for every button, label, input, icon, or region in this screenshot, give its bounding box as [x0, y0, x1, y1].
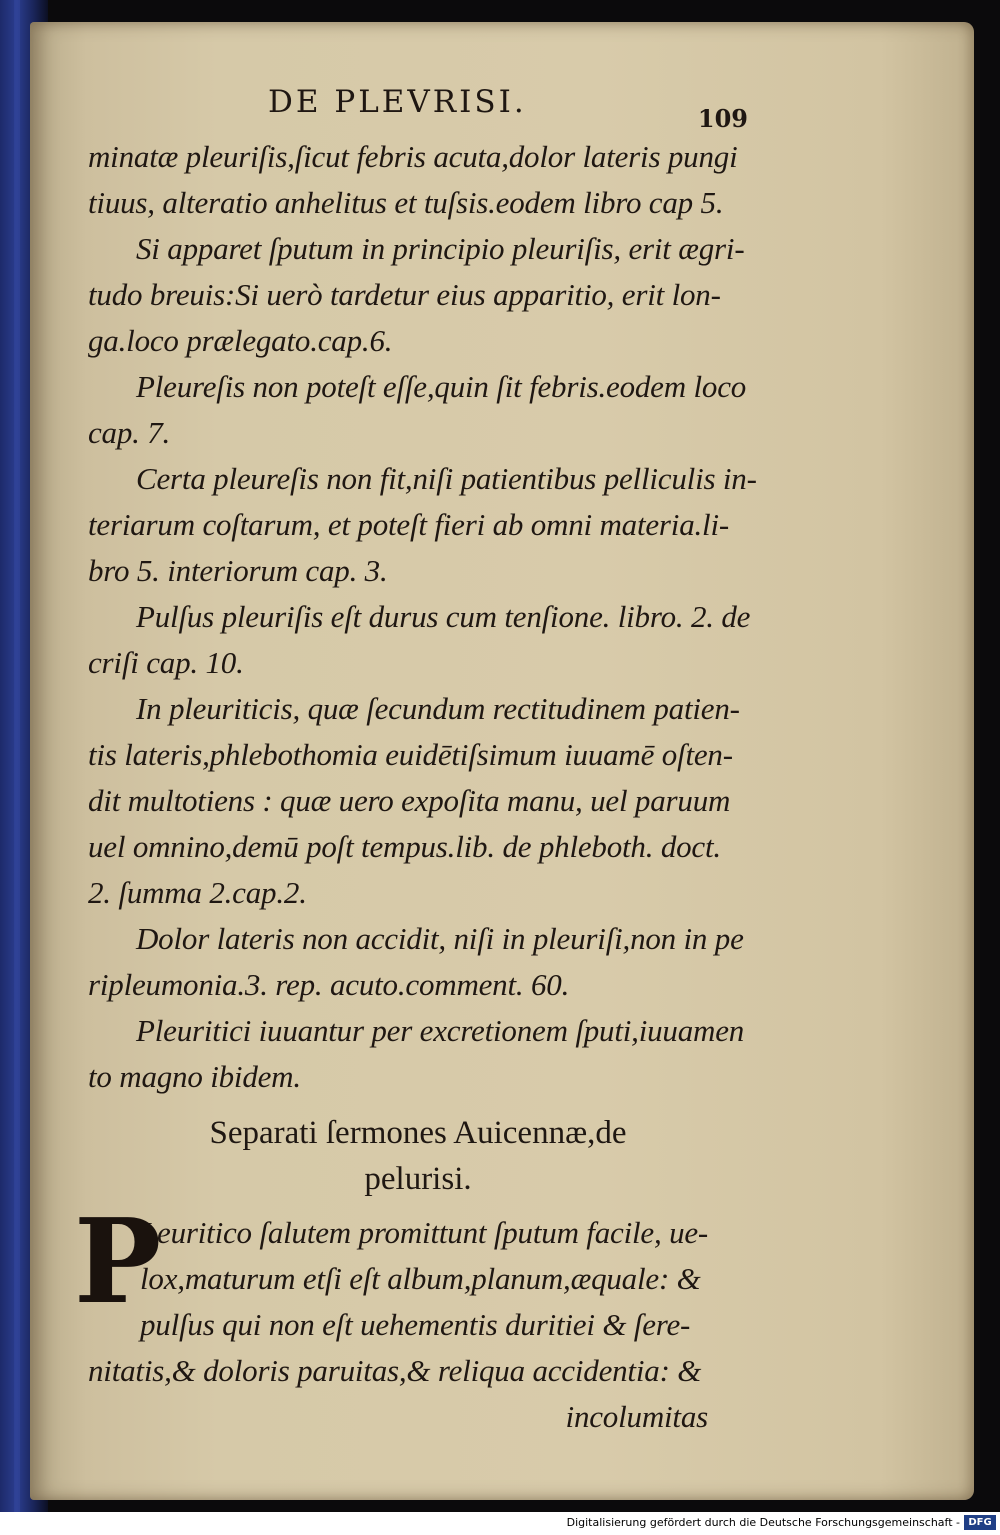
text-line: Leuritico ſalutem promittunt ſputum facile, ue-: [140, 1215, 709, 1250]
text-line: nitatis,& doloris paruitas,& reliqua accidentia: &: [88, 1353, 702, 1388]
text-line: bro 5. interiorum cap. 3.: [88, 553, 388, 588]
digitization-footer: [0, 1512, 1000, 1535]
text-line: uel omnino,demū poſt tempus.lib. de phleboth. doct.: [88, 829, 721, 864]
text-line: 2. ſumma 2.cap.2.: [88, 875, 307, 910]
text-line: tis lateris,phlebothomia euidētiſsimum iuuamē oſten-: [88, 737, 733, 772]
catchword: incolumitas: [565, 1399, 708, 1434]
body-text: [88, 134, 757, 1100]
text-line: pulſus qui non eſt uehementis duritiei & ſere-: [140, 1307, 691, 1342]
text-line: ga.loco prælegato.cap.6.: [88, 323, 393, 358]
text-line: teriarum coſtarum, et poteſt fieri ab omni materia.li-: [88, 507, 730, 542]
text-line: criſi cap. 10.: [88, 645, 244, 680]
running-head: [88, 80, 748, 134]
text-line: ripleumonia.3. rep. acuto.comment. 60.: [88, 967, 570, 1002]
text-line: Dolor lateris non accidit, niſi in pleuriſi,non in pe: [136, 921, 744, 956]
section-heading: [88, 1110, 748, 1202]
text-line: to magno ibidem.: [88, 1059, 301, 1094]
text-line: tudo breuis:Si uerò tardetur eius apparitio, erit lon-: [88, 277, 721, 312]
text-line: lox,maturum etſi eſt album,planum,æquale: &: [140, 1261, 701, 1296]
text-line: In pleuriticis, quæ ſecundum rectitudinem patien-: [136, 691, 740, 726]
text-line: Si apparet ſputum in principio pleuriſis, erit ægri-: [136, 231, 745, 266]
section-heading-line: Separati ſermones Auicennæ,de: [209, 1115, 627, 1151]
section-heading-line: pelurisi.: [364, 1161, 472, 1197]
book-page: [30, 22, 974, 1500]
text-line: Pleureſis non poteſt eſſe,quin ſit febris.eodem loco: [136, 369, 747, 404]
text-line: minatæ pleuriſis,ſicut febris acuta,dolor lateris pungi: [88, 139, 738, 174]
dfg-logo: DFG: [964, 1515, 996, 1530]
text-line: cap. 7.: [88, 415, 171, 450]
text-line: dit multotiens : quæ uero expoſita manu, uel paruum: [88, 783, 731, 818]
running-head-title: DE PLEVRISI.: [268, 84, 527, 120]
funding-credit: Digitalisierung gefördert durch die Deutsche Forschungsgemeinschaft -: [566, 1516, 960, 1529]
section-paragraph: [74, 1194, 748, 1440]
page-number: 109: [697, 104, 748, 133]
text-line: Pleuritici iuuantur per excretionem ſputi,iuuamen: [136, 1013, 745, 1048]
text-line: Pulſus pleuriſis eſt durus cum tenſione. libro. 2. de: [136, 599, 751, 634]
text-line: tiuus, alteratio anhelitus et tuſsis.eodem libro cap 5.: [88, 185, 724, 220]
page-content: [74, 80, 757, 1440]
drop-cap-initial: P: [74, 1194, 162, 1330]
text-line: Certa pleureſis non fit,niſi patientibus pelliculis in-: [136, 461, 757, 496]
